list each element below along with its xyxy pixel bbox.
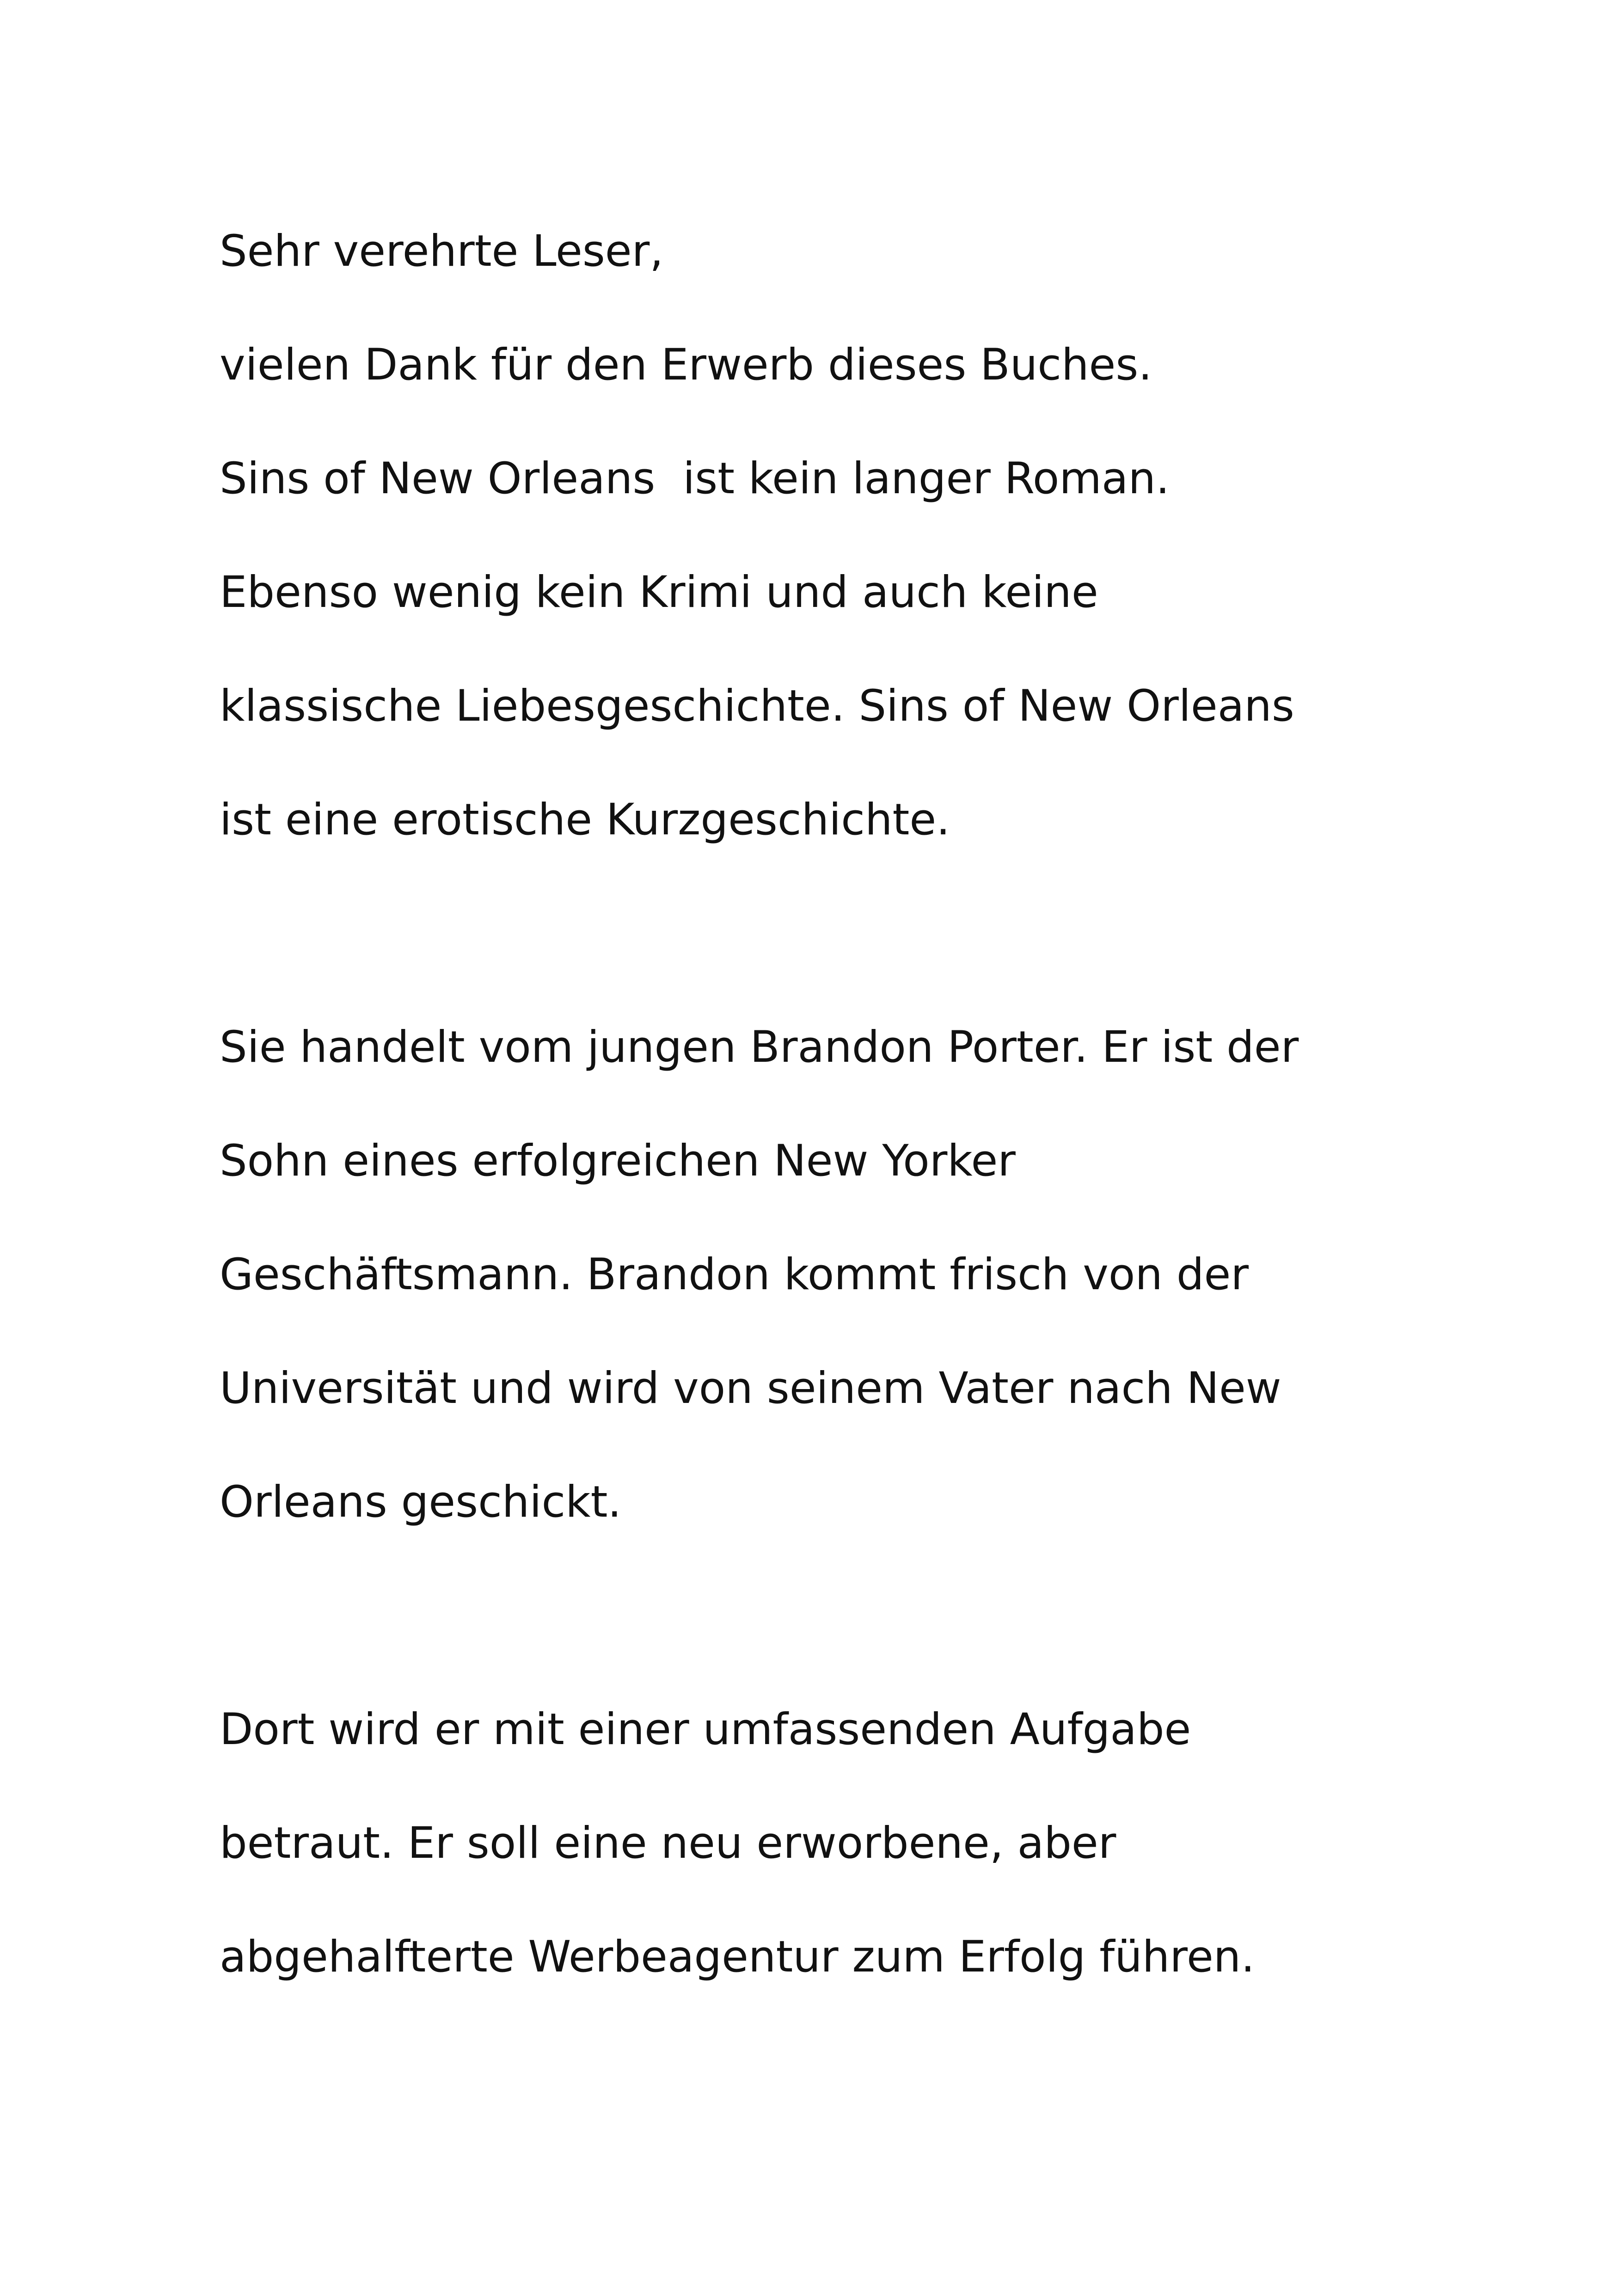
paragraph-1-line-1: Sehr verehrte Leser,	[220, 226, 664, 276]
paragraph-2-line-5: Orleans geschickt.	[220, 1477, 622, 1527]
paragraph-2-line-2: Sohn eines erfolgreichen New Yorker	[220, 1136, 1016, 1186]
paragraph-1-line-6: ist eine erotische Kurzgeschichte.	[220, 795, 950, 845]
paragraph-3-line-1: Dort wird er mit einer umfassenden Aufgabe	[220, 1704, 1191, 1755]
paragraph-3-line-2: betraut. Er soll eine neu erworbene, aber	[220, 1818, 1116, 1868]
paragraph-2-line-3: Geschäftsmann. Brandon kommt frisch von der	[220, 1249, 1249, 1300]
paragraph-2-line-4: Universität und wird von seinem Vater nach New	[220, 1363, 1281, 1414]
paragraph-1-line-3: Sins of New Orleans ist kein langer Roman.	[220, 453, 1170, 504]
paragraph-3-line-3: abgehalfterte Werbeagentur zum Erfolg führen.	[220, 1932, 1255, 1982]
paragraph-2-line-1: Sie handelt vom jungen Brandon Porter. Er ist der	[220, 1022, 1299, 1072]
paragraph-1-line-5: klassische Liebesgeschichte. Sins of New Orleans	[220, 681, 1294, 731]
paragraph-1-line-2: vielen Dank für den Erwerb dieses Buches.	[220, 340, 1152, 390]
paragraph-1-line-4: Ebenso wenig kein Krimi und auch keine	[220, 567, 1098, 618]
